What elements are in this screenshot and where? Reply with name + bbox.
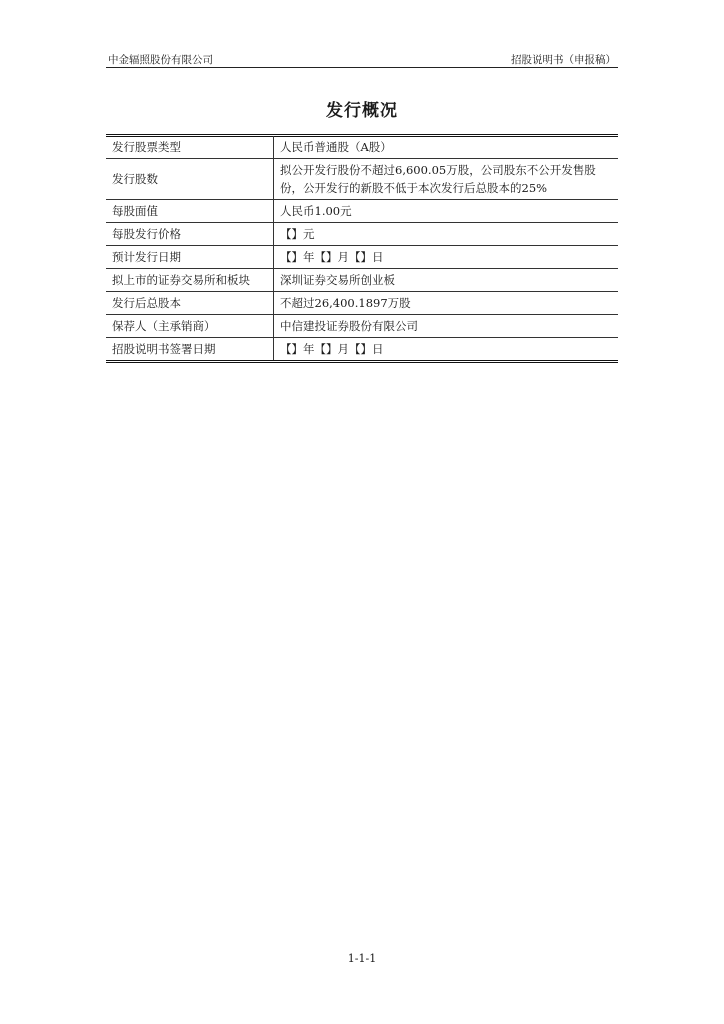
page-number: 1-1-1	[347, 952, 377, 965]
row-value: 人民币1.00元	[280, 204, 352, 218]
table-row	[106, 269, 618, 292]
row-label: 每股发行价格	[106, 223, 274, 246]
page-title: 发行概况	[326, 101, 398, 121]
table-row	[106, 338, 618, 361]
table-row	[106, 223, 618, 246]
company-name: 中金辐照股份有限公司	[108, 54, 213, 66]
row-value: 不超过26,400.1897万股	[280, 296, 411, 310]
page-header	[106, 50, 618, 68]
table-row	[106, 200, 618, 223]
row-value: 深圳证券交易所创业板	[280, 273, 395, 287]
row-value: 中信建投证券股份有限公司	[280, 319, 418, 333]
row-label: 保荐人（主承销商）	[106, 315, 274, 338]
table-row	[106, 315, 618, 338]
document-type: 招股说明书（申报稿）	[511, 54, 616, 66]
row-label: 拟上市的证券交易所和板块	[106, 269, 274, 292]
row-label: 发行股票类型	[106, 136, 274, 159]
offering-summary-table	[106, 136, 618, 360]
row-value: 【】年【】月【】日	[280, 342, 384, 356]
row-value: 【】元	[280, 227, 315, 241]
table-row	[106, 159, 618, 200]
row-label: 发行股数	[106, 159, 274, 200]
table-row	[106, 136, 618, 159]
row-label: 招股说明书签署日期	[106, 338, 274, 361]
row-value: 拟公开发行股份不超过6,600.05万股，公司股东不公开发售股份，公开发行的新股不低于本次发行后总股本的25%	[280, 163, 596, 195]
table-row	[106, 292, 618, 315]
row-label: 预计发行日期	[106, 246, 274, 269]
row-value: 【】年【】月【】日	[280, 250, 384, 264]
row-value: 人民币普通股（A股）	[280, 140, 392, 154]
table-row	[106, 246, 618, 269]
row-label: 每股面值	[106, 200, 274, 223]
row-label: 发行后总股本	[106, 292, 274, 315]
table-bottom-rule	[106, 360, 618, 363]
